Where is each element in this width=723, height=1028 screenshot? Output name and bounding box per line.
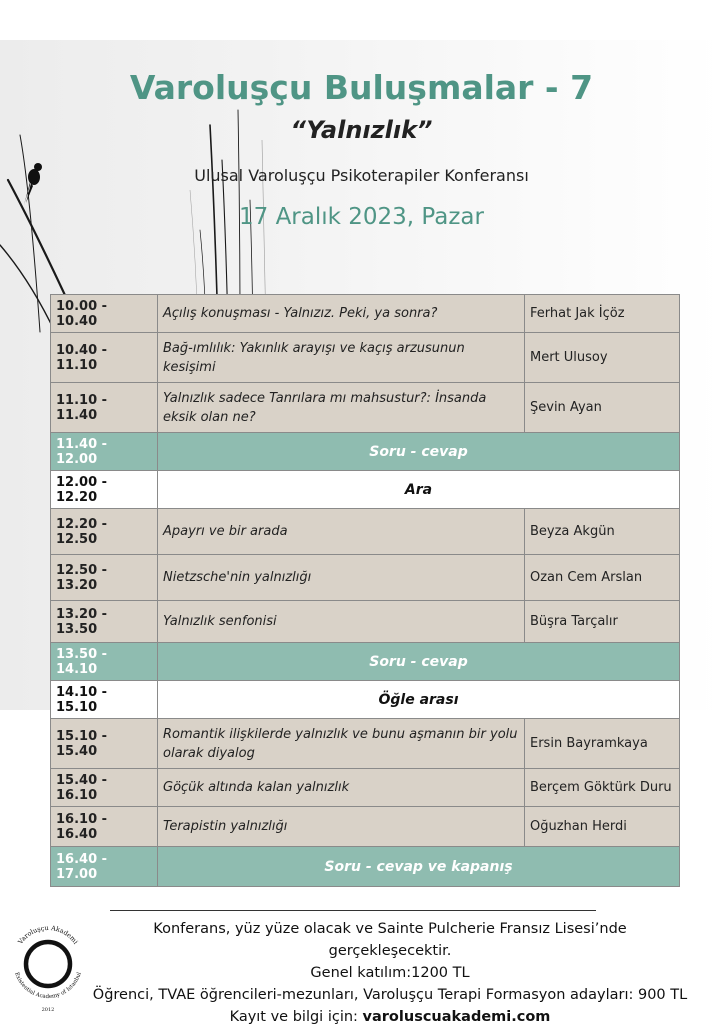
session-speaker: Ferhat Jak İçöz [525, 295, 680, 333]
program-row [51, 643, 680, 681]
session-title: Soru - cevap [158, 643, 680, 681]
session-time: 10.40 - 11.10 [51, 333, 158, 383]
session-speaker: Ersin Bayramkaya [525, 719, 680, 769]
session-time: 12.50 - 13.20 [51, 555, 158, 601]
session-title: Açılış konuşması - Yalnızız. Peki, ya sonra? [158, 295, 525, 333]
event-title: Varoluşçu Buluşmalar - 7 [129, 68, 594, 107]
session-time: 16.40 - 17.00 [51, 847, 158, 887]
general-price-text: Genel katılım:1200 TL [310, 965, 470, 981]
program-row [51, 333, 680, 383]
session-title: Apayrı ve bir arada [158, 509, 525, 555]
program-row [51, 681, 680, 719]
registration-link[interactable]: varoluscuakademi.com [362, 1009, 551, 1025]
session-time: 16.10 - 16.40 [51, 807, 158, 847]
session-title: Soru - cevap [158, 433, 680, 471]
event-subtitle: “Yalnızlık” [290, 116, 433, 144]
program-row [51, 295, 680, 333]
session-title: Öğle arası [158, 681, 680, 719]
program-row [51, 471, 680, 509]
registration-label: Kayıt ve bilgi için: [229, 1009, 363, 1025]
session-time: 12.00 - 12.20 [51, 471, 158, 509]
venue-text: Konferans, yüz yüze olacak ve Sainte Pulcherie Fransız Lisesi’nde gerçekleşecektir. [153, 921, 627, 959]
logo-year: 2012 [41, 1007, 55, 1013]
session-time: 13.50 - 14.10 [51, 643, 158, 681]
academy-logo [6, 910, 90, 1015]
program-row [51, 719, 680, 769]
session-speaker: Büşra Tarçalır [525, 601, 680, 643]
footer-divider [110, 910, 596, 911]
session-time: 14.10 - 15.10 [51, 681, 158, 719]
session-time: 11.40 - 12.00 [51, 433, 158, 471]
session-speaker: Mert Ulusoy [525, 333, 680, 383]
session-title: Yalnızlık sadece Tanrılara mı mahsustur?: İnsanda eksik olan ne? [158, 383, 525, 433]
session-speaker: Beyza Akgün [525, 509, 680, 555]
session-time: 15.10 - 15.40 [51, 719, 158, 769]
session-title: Göçük altında kalan yalnızlık [158, 769, 525, 807]
session-speaker: Berçem Göktürk Duru [525, 769, 680, 807]
logo-top-text: Varoluşçu Akademi [16, 923, 80, 946]
registration-line [90, 1006, 690, 1028]
conference-name: Ulusal Varoluşçu Psikoterapiler Konferansı [194, 166, 529, 185]
session-title: Nietzsche'nin yalnızlığı [158, 555, 525, 601]
session-speaker: Şevin Ayan [525, 383, 680, 433]
session-title: Romantik ilişkilerde yalnızlık ve bunu aşmanın bir yolu olarak diyalog [158, 719, 525, 769]
session-title: Yalnızlık senfonisi [158, 601, 525, 643]
program-row [51, 807, 680, 847]
event-date: 17 Aralık 2023, Pazar [239, 204, 484, 230]
session-title: Ara [158, 471, 680, 509]
session-time: 13.20 - 13.50 [51, 601, 158, 643]
program-row [51, 555, 680, 601]
session-time: 12.20 - 12.50 [51, 509, 158, 555]
student-price-text: Öğrenci, TVAE öğrencileri-mezunları, Varoluşçu Terapi Formasyon adayları: 900 TL [92, 987, 688, 1003]
program-row [51, 509, 680, 555]
program-row [51, 383, 680, 433]
session-speaker: Ozan Cem Arslan [525, 555, 680, 601]
session-title: Terapistin yalnızlığı [158, 807, 525, 847]
session-time: 10.00 - 10.40 [51, 295, 158, 333]
session-title: Soru - cevap ve kapanış [158, 847, 680, 887]
session-time: 15.40 - 16.10 [51, 769, 158, 807]
program-row [51, 769, 680, 807]
program-table [50, 294, 680, 887]
session-speaker: Oğuzhan Herdi [525, 807, 680, 847]
session-time: 11.10 - 11.40 [51, 383, 158, 433]
program-row [51, 601, 680, 643]
program-row [51, 433, 680, 471]
session-title: Bağ-ımlılık: Yakınlık arayışı ve kaçış arzusunun kesişimi [158, 333, 525, 383]
logo-bottom-text: Existential Academy of Istanbul [13, 971, 83, 1001]
footer-info [90, 918, 690, 1028]
program-row [51, 847, 680, 887]
